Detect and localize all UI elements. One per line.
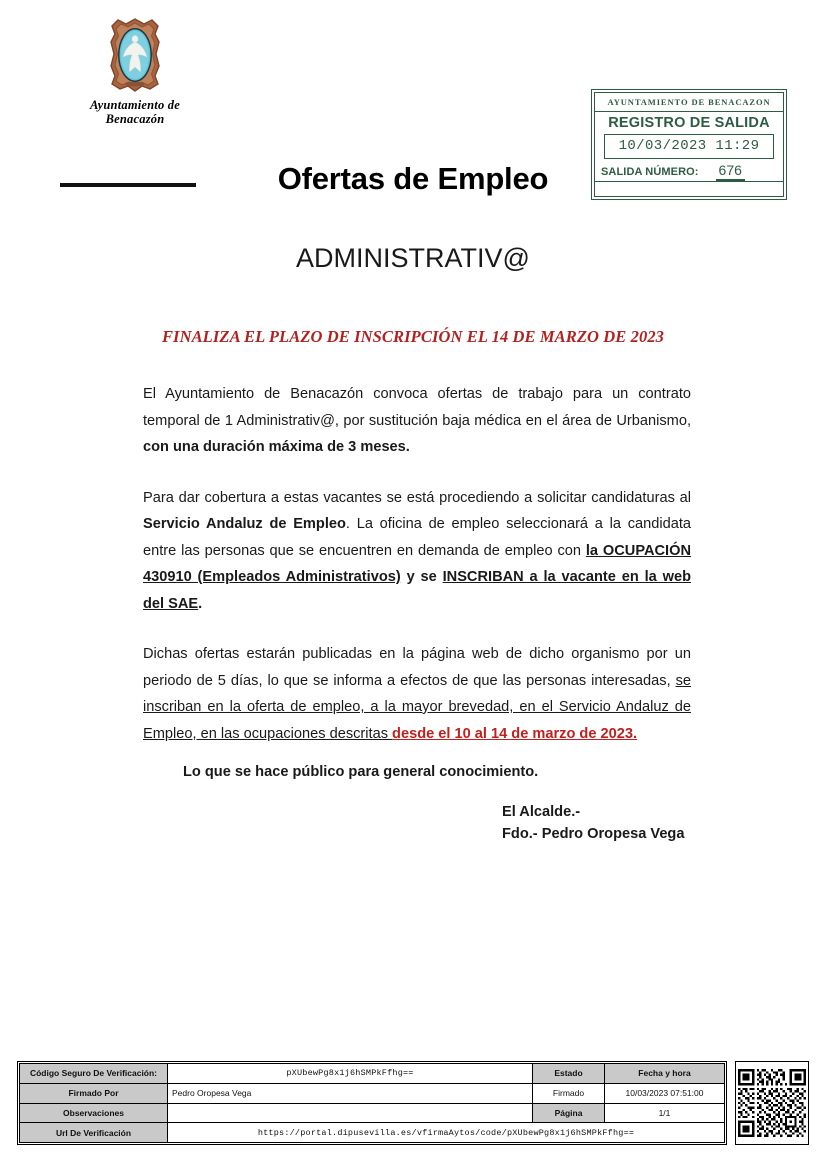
logo-caption-line-1: Ayuntamiento de bbox=[90, 98, 180, 112]
signature-block bbox=[502, 801, 802, 845]
table-row bbox=[20, 1123, 725, 1143]
label-signed-by: Firmado Por bbox=[20, 1083, 168, 1103]
value-page: 1/1 bbox=[605, 1103, 725, 1123]
page-subtitle: ADMINISTRATIV@ bbox=[296, 243, 530, 273]
stamp-datetime: 10/03/2023 11:29 bbox=[604, 134, 774, 159]
paragraph-3-text: Dichas ofertas estarán publicadas en la página web de dicho organismo por un periodo de 5 días, lo que se informa a efectos de que las personas interesadas, bbox=[143, 646, 691, 689]
paragraph-1 bbox=[143, 381, 691, 461]
value-csv: pXUbewPg8x1j6hSMPkFfhg== bbox=[168, 1064, 533, 1084]
document-body bbox=[143, 381, 691, 747]
paragraph-3 bbox=[143, 641, 691, 747]
value-state: Firmado bbox=[533, 1083, 605, 1103]
paragraph-2-bold-connector: y se bbox=[400, 569, 443, 585]
label-datetime: Fecha y hora bbox=[605, 1064, 725, 1084]
verification-table-wrapper bbox=[17, 1061, 727, 1145]
paragraph-3-date-range: desde el 10 al 14 de marzo de 2023. bbox=[392, 725, 638, 742]
signature-name: Fdo.- Pedro Oropesa Vega bbox=[502, 826, 685, 842]
coat-of-arms-icon bbox=[104, 16, 166, 94]
paragraph-3-underlined: se inscriban en la oferta de empleo, a la mayor brevedad, en el Servicio Andaluz de Empleo, en las ocupaciones descritas bbox=[143, 672, 691, 742]
stamp-inner-frame bbox=[594, 92, 784, 197]
paragraph-2-occupation-code: la OCUPACIÓN 430910 (Empleados Administrativos) bbox=[143, 542, 691, 585]
stamp-footer-space bbox=[595, 182, 783, 196]
stamp-organization: AYUNTAMIENTO DE BENACAZON bbox=[595, 93, 783, 112]
table-row bbox=[20, 1103, 725, 1123]
qr-code-icon[interactable] bbox=[738, 1069, 806, 1137]
value-observations bbox=[168, 1103, 533, 1123]
public-notice-line: Lo que se hace público para general conocimiento. bbox=[183, 764, 539, 780]
municipal-logo-block bbox=[70, 16, 200, 126]
paragraph-2-text-1: Para dar cobertura a estas vacantes se está procediendo a solicitar candidaturas al bbox=[143, 489, 691, 506]
table-row bbox=[20, 1083, 725, 1103]
paragraph-2-inscriban: INSCRIBAN a la vacante en la web del SAE bbox=[143, 569, 691, 612]
label-verification-url: Url De Verificación bbox=[20, 1123, 168, 1143]
qr-code-wrapper bbox=[735, 1061, 809, 1145]
stamp-number-value: 676 bbox=[716, 162, 745, 181]
value-verification-url[interactable]: https://portal.dipusevilla.es/vfirmaAytos/code/pXUbewPg8x1j6hSMPkFfhg== bbox=[168, 1123, 725, 1143]
paragraph-2-text-2: . La oficina de empleo seleccionará a la candidata entre las personas que se encuentren en demanda de empleo con bbox=[143, 516, 691, 559]
label-state: Estado bbox=[533, 1064, 605, 1084]
registro-de-salida-stamp bbox=[591, 89, 787, 200]
label-csv: Código Seguro De Verificación: bbox=[20, 1064, 168, 1084]
paragraph-2-period: . bbox=[198, 595, 203, 612]
deadline-notice: FINALIZA EL PLAZO DE INSCRIPCIÓN EL 14 DE MARZO DE 2023 bbox=[161, 327, 665, 346]
value-datetime: 10/03/2023 07:51:00 bbox=[605, 1083, 725, 1103]
verification-footer bbox=[17, 1061, 809, 1145]
stamp-number-label: SALIDA NÚMERO: bbox=[601, 166, 699, 178]
paragraph-2 bbox=[143, 485, 691, 618]
label-observations: Observaciones bbox=[20, 1103, 168, 1123]
logo-caption-line-2: Benacazón bbox=[105, 112, 165, 126]
signature-role: El Alcalde.- bbox=[502, 804, 581, 820]
document-header bbox=[0, 0, 826, 215]
table-row bbox=[20, 1064, 725, 1084]
logo-caption bbox=[70, 98, 200, 126]
verification-table bbox=[19, 1063, 725, 1143]
value-signed-by: Pedro Oropesa Vega bbox=[168, 1083, 533, 1103]
stamp-number-row bbox=[595, 161, 783, 182]
paragraph-1-bold: con una duración máxima de 3 meses. bbox=[143, 439, 410, 455]
stamp-heading: REGISTRO DE SALIDA bbox=[608, 115, 770, 131]
paragraph-2-bold-sae: Servicio Andaluz de Empleo bbox=[143, 516, 346, 532]
label-page: Página bbox=[533, 1103, 605, 1123]
page-title: Ofertas de Empleo bbox=[277, 161, 549, 196]
paragraph-1-text: El Ayuntamiento de Benacazón convoca ofertas de trabajo para un contrato temporal de 1 Administrativ@, por sustitución baja médica en el área de Urbanismo, bbox=[143, 386, 691, 429]
